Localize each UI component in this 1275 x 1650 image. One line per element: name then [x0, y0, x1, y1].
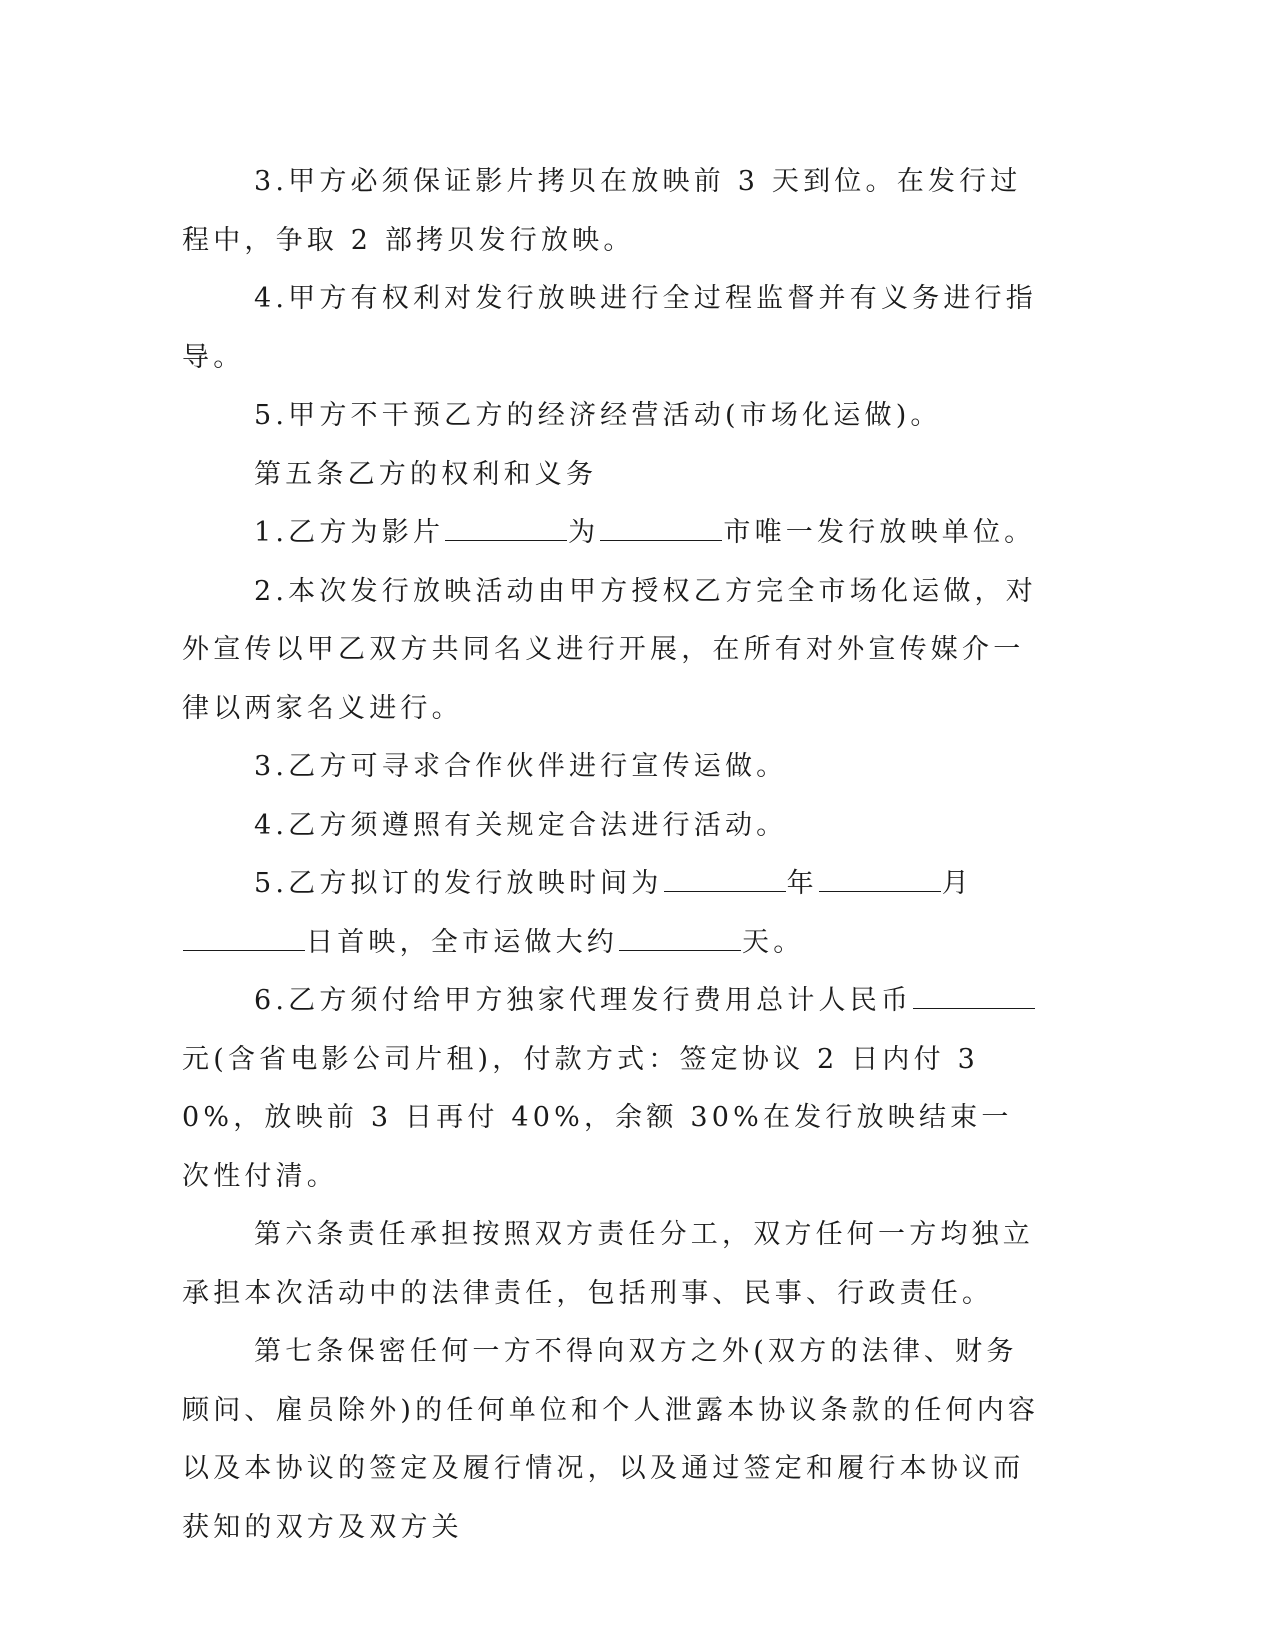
paragraph-item-b4 — [182, 797, 1042, 856]
section-article-7 — [182, 1323, 1042, 1557]
paragraph-item-b3 — [182, 738, 1042, 797]
paragraph-text: 3.甲方必须保证影片拷贝在放映前 3 天到位。在发行过程中，争取 2 部拷贝发行放映。 — [182, 166, 1022, 256]
paragraph-text: 第六条责任承担按照双方责任分工，双方任何一方均独立承担本次活动中的法律责任，包括刑事、民事、行政责任。 — [182, 1219, 1034, 1309]
paragraph-text: 市唯一发行放映单位。 — [723, 517, 1036, 548]
paragraph-item-3 — [182, 153, 1042, 270]
paragraph-text: 5.乙方拟订的发行放映时间为 — [254, 868, 663, 899]
paragraph-text: 元(含省电影公司片租)，付款方式：签定协议 2 日内付 30%，放映前 3 日再付 40%，余额 30%在发行放映结束一次性付清。 — [182, 1043, 1013, 1192]
paragraph-item-b2 — [182, 563, 1042, 739]
section-heading-article-5 — [182, 446, 1042, 505]
paragraph-item-b6 — [182, 972, 1042, 1206]
paragraph-text: 日首映，全市运做大约 — [306, 926, 618, 958]
fill-in-blank-month[interactable] — [819, 869, 941, 892]
paragraph-text: 2.本次发行放映活动由甲方授权乙方完全市场化运做，对外宣传以甲乙双方共同名义进行开展，在所有对外宣传媒介一律以两家名义进行。 — [182, 575, 1037, 724]
heading-text: 第五条乙方的权利和义务 — [254, 458, 598, 490]
fill-in-blank-film[interactable] — [445, 518, 567, 541]
paragraph-item-b5 — [182, 855, 1042, 972]
paragraph-text: 5.甲方不干预乙方的经济经营活动(市场化运做)。 — [254, 400, 942, 431]
fill-in-blank-year[interactable] — [664, 869, 786, 892]
paragraph-item-4 — [182, 270, 1042, 387]
paragraph-text: 为 — [568, 517, 600, 548]
paragraph-text: 4.甲方有权利对发行放映进行全过程监督并有义务进行指导。 — [182, 283, 1037, 373]
paragraph-item-5 — [182, 387, 1042, 446]
document-body — [182, 153, 1042, 1557]
paragraph-text: 3.乙方可寻求合作伙伴进行宣传运做。 — [254, 751, 788, 782]
paragraph-text: 第七条保密任何一方不得向双方之外(双方的法律、财务顾问、雇员除外)的任何单位和个人泄露本协议条款的任何内容以及本协议的签定及履行情况，以及通过签定和履行本协议而获知的双方及双方关 — [182, 1336, 1040, 1543]
fill-in-blank-days[interactable] — [619, 928, 741, 951]
section-article-6 — [182, 1206, 1042, 1323]
paragraph-text: 月 — [941, 868, 973, 899]
fill-in-blank-city[interactable] — [600, 518, 722, 541]
paragraph-text: 年 — [786, 868, 818, 899]
paragraph-text: 6.乙方须付给甲方独家代理发行费用总计人民币 — [254, 985, 913, 1016]
paragraph-text: 1.乙方为影片 — [254, 517, 445, 548]
fill-in-blank-day[interactable] — [183, 928, 305, 951]
paragraph-text: 天。 — [742, 926, 805, 958]
paragraph-text: 4.乙方须遵照有关规定合法进行活动。 — [254, 809, 788, 841]
paragraph-item-b1 — [182, 504, 1042, 563]
fill-in-blank-amount[interactable] — [913, 986, 1035, 1009]
